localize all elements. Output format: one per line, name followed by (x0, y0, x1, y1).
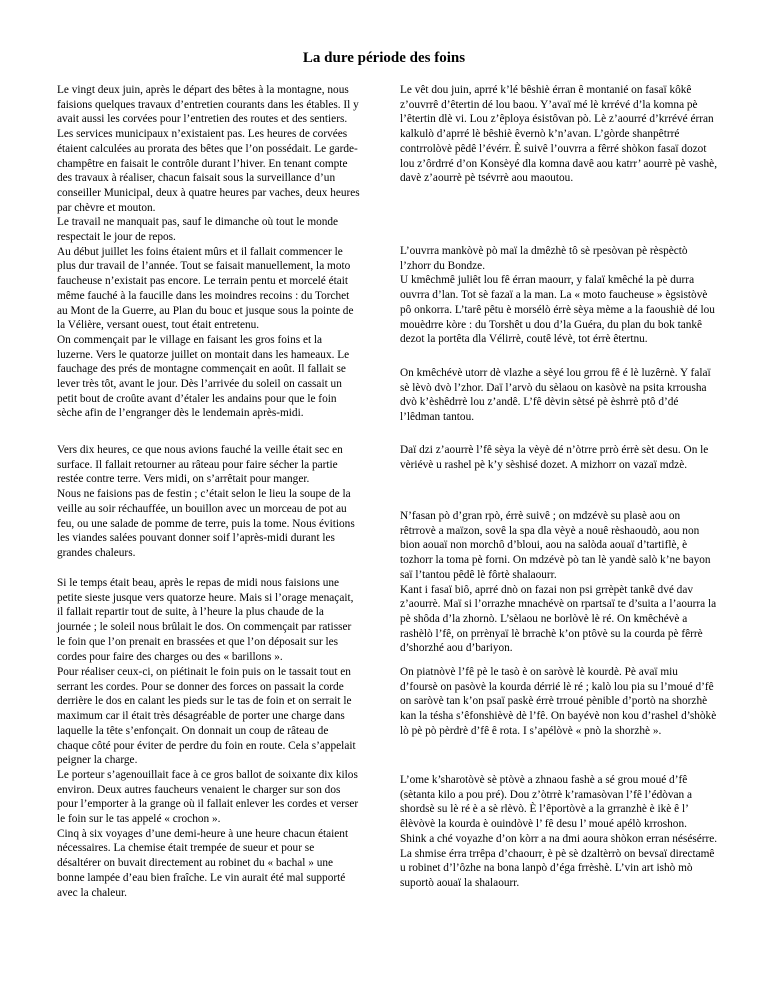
french-paragraph: Pour réaliser ceux-ci, on piétinait le foin puis on le tassait tout en serrant les cordes. Pour se donner des forces on passait la corde derrière le dos en calant les pieds sur le tas de foin et on serrait le maximum car il était très désagréable de porter une charge dans laquelle la tête s’enfonçait. On donnait un coup de râteau de chaque côté pour éviter de perdre du foin en route. Cela s’appelait peigner la charge. Le porteur s’agenouillait face à ce gros ballot de soixante dix kilos environ. Deux autres faucheurs venaient le charger sur son dos pour l’emporter à la grange où il fallait enlever les cordes et verser le foin sur le tas appelé « crochon ». Cinq à six voyages d’une demi-heure à une heure chacun étaient nécessaires. La chemise était trempée de sueur et pour se désaltérer on buvait directement au robinet du « bachal » une bonne lampée d’eau bien fraîche. Le vin aurait été mal supporté avec la chaleur. (57, 666, 359, 899)
patois-paragraph: Daï dzi z’aourrè l’fê sèya la vèyè dé n’òtrre prrò érrè sèt desu. On le vèriévè u rashel pè k’y sèshisé dozet. A mizhorr on vazaï mdzè. (400, 444, 709, 471)
patois-paragraph: On piatnòvè l’fê pè le tasò è on saròvè lè kourdè. Pè avaï miu d’foursè on pasòvè la kourda dérrié lè ré ; kalò lou pia su l’moué d’fê on saròvè tan k’on psaï paskè érrè trroué pènible d’portò na shorzhè kan la tésha s’êfonshièvè dè l’fê. On bayévè non kou d’rashel d’shòkè lò pè pò pèrdrè d’fê ê rota. I s’apélòvè « pnò la shorzhè ». (400, 666, 717, 737)
french-paragraph: Vers dix heures, ce que nous avions fauché la veille était sec en surface. Il fallait retourner au râteau pour faire sécher la partie restée contre terre. Vers midi, on s’arrêtait pour manger. Nous ne faisions pas de festin ; c’était selon le lieu la soupe de la veille au soir réchauffée, un bouillon avec un morceau de pot au feu, ou une salade de pomme de terre, puis la tome. Nous évitions les viandes salées pouvant donner soif l’après-midi durant les grandes chaleurs. (57, 444, 355, 559)
patois-paragraph: L’ome k’sharotòvè sè ptòvè a zhnaou fashè a sé grou moué d’fê (sètanta kilo a pou pré). Dou z’òtrrè k’ramasòvan l’fê l’édòvan a shordsè su lè ré è a sè rlèvò. È l’êportòvè a la grranzhè è ikè ê l’ êlèvòvè la kourda è ouindòvè l’ fê desu l’ moué apélò krroshon. Shink a ché voyazhe d’on kòrr a na dmi aoura shòkon erran nésésérre. La shmise érra trrêpa d’chaourr, è pè sè dzaltèrrò on bevsaï directamê u robinet d’l’ôzhe na bona lanpò d’éga frrèshè. L’vin art ishò mò suportò aouaï la shalaourr. (400, 774, 718, 889)
patois-paragraph: N’fasan pò d’gran rpò, érrè suivê ; on mdzévè su plasè aou on rêtrrovè a maïzon, sovê la spa dla vèyè a nouê rèshaoudò, aou non bion aouaï non morchô d’bloui, aou na salòda aouaï d’tartiflè, è tozhorr la toma pè forni. On mdzévè pò tan lè yandè salò k’ne bayon saï l’tantou pêdê lè fôrtè shalaourr. Kant i fasaï biô, aprré dnò on fazai non psi grrèpèt tankê dvé dav z’aourrè. Maï si l’orrazhe mnachévè on rpartsaï te d’suita a l’aourra la pè shôda d’la zhornò. L’sèlaou ne borlòvè lè ré. On kmêchévè a rashèlò l’fê, on prrènyaï lè brrachè k’on ptôvè su la courda pè fêrrè d’shorzhé aou d’bariyon. (400, 510, 717, 655)
document-title: La dure période des foins (302, 50, 466, 66)
patois-paragraph: L’ouvrra mankòvè pò maï la dmêzhè tô sè rpesòvan pè rèspèctò l’zhorr du Bondze. U kmêchmê juliêt lou fê érran maourr, y falaï kmêché la pè durra ouvrra d’lan. Tot sè fazaï a la man. La « moto faucheuse » ègsistòvè pô onkorra. L’tarê pêtu è morsélò érrè sèya mème a la faoushiè dé lou mouèdrre kòre : du Torshêt u dou d’la Guéra, du plan du bok tankê dezot la portêta dla Vélirrè, coutê lévè, tot érrè êtertnu. (400, 245, 715, 346)
french-paragraph: Si le temps était beau, après le repas de midi nous faisions une petite sieste jusque vers quatorze heure. Mais si l’orage menaçait, il fallait repartir tout de suite, à l’heure la plus chaude de la journée ; le soleil nous brûlait le dos. On commençait par ratisser le foin que l’on prenait en brassées et que l’on déposait sur les cordes pour faire des charges ou des « barillons ». (57, 577, 354, 663)
french-paragraph: Le vingt deux juin, après le départ des bêtes à la montagne, nous faisions quelques travaux d’entretien courants dans les étables. Il y avait aussi les corvées pour l’entretien des routes et des sentiers. Les services municipaux n’existaient pas. Les heures de corvées étaient calculées au prorata des bêtes que l’on possédait. Le garde-champêtre en faisait le contrôle durant l’hiver. En tenant compte des travaux à réaliser, chacun faisait sous la surveillance d’un conseiller Municipal, deux à quatre heures par vaches, deux heures par chèvre et mouton. Le travail ne manquait pas, sauf le dimanche où tout le monde respectait le jour de repos. Au début juillet les foins étaient mûrs et il fallait commencer le plus dur travail de l’année. Tout se faisait manuellement, la moto faucheuse n’existait pas encore. Le terrain pentu et morcelé était même fauché à la faucille dans les moindres recoins : du Torchet au Mont de la Guerre, au Plan du bouc et jusque sous la pointe de la Vélière, versant ouest, tout était entretenu. On commençait par le village en faisant les gros foins et la luzerne. Vers le quatorze juillet on montait dans les hameaux. Le fauchage des prés de montagne commençait en août. Il fallait se lever très tôt, avant le jour. Dès l’arrivée du soleil on cassait un petit bout de croûte avant d’étaler les andains pour que le foin sèche afin de l’engranger dès le lendemain après-midi. (57, 84, 360, 420)
patois-paragraph: On kmêchévè utorr dè vlazhe a sèyé lou grrou fê é lè luzêrnè. Y falaï sè lèvò dvò l’zhor. Daï l’arvò du sèlaou on kasòvè na psita krrousha dvò k’èshêdrrè lou z’andê. L’fê dèvin sètsé pè èshrrè ptô d’dé l’lêdman tantou. (400, 367, 711, 424)
patois-paragraph: Le vêt dou juin, aprré k’lé bêshiè érran ê montanié on fasaï kôkê z’ouvrrê d’êtertin dé lou baou. Y’avaï mé lè krrévé d’la komna pè l’êtertin dlè vi. Lou z’êploya ésistôvan pò. Lè z’aourré d’krrévé érran kalkulò d’aprré lè bêshiè êvernò k’n’avan. L’gòrde shanpêtrré contrrolòvè pêdê l’évérr. È suivê l’ouvrra a fêrré shòkon fasaï dozot lou z’ôrdrré d’on Konsèyé dla komna davê aou katrr’ aourrè pè vashè, davè z’aourrè pè tsévrrè aou maoutou. (400, 84, 718, 185)
